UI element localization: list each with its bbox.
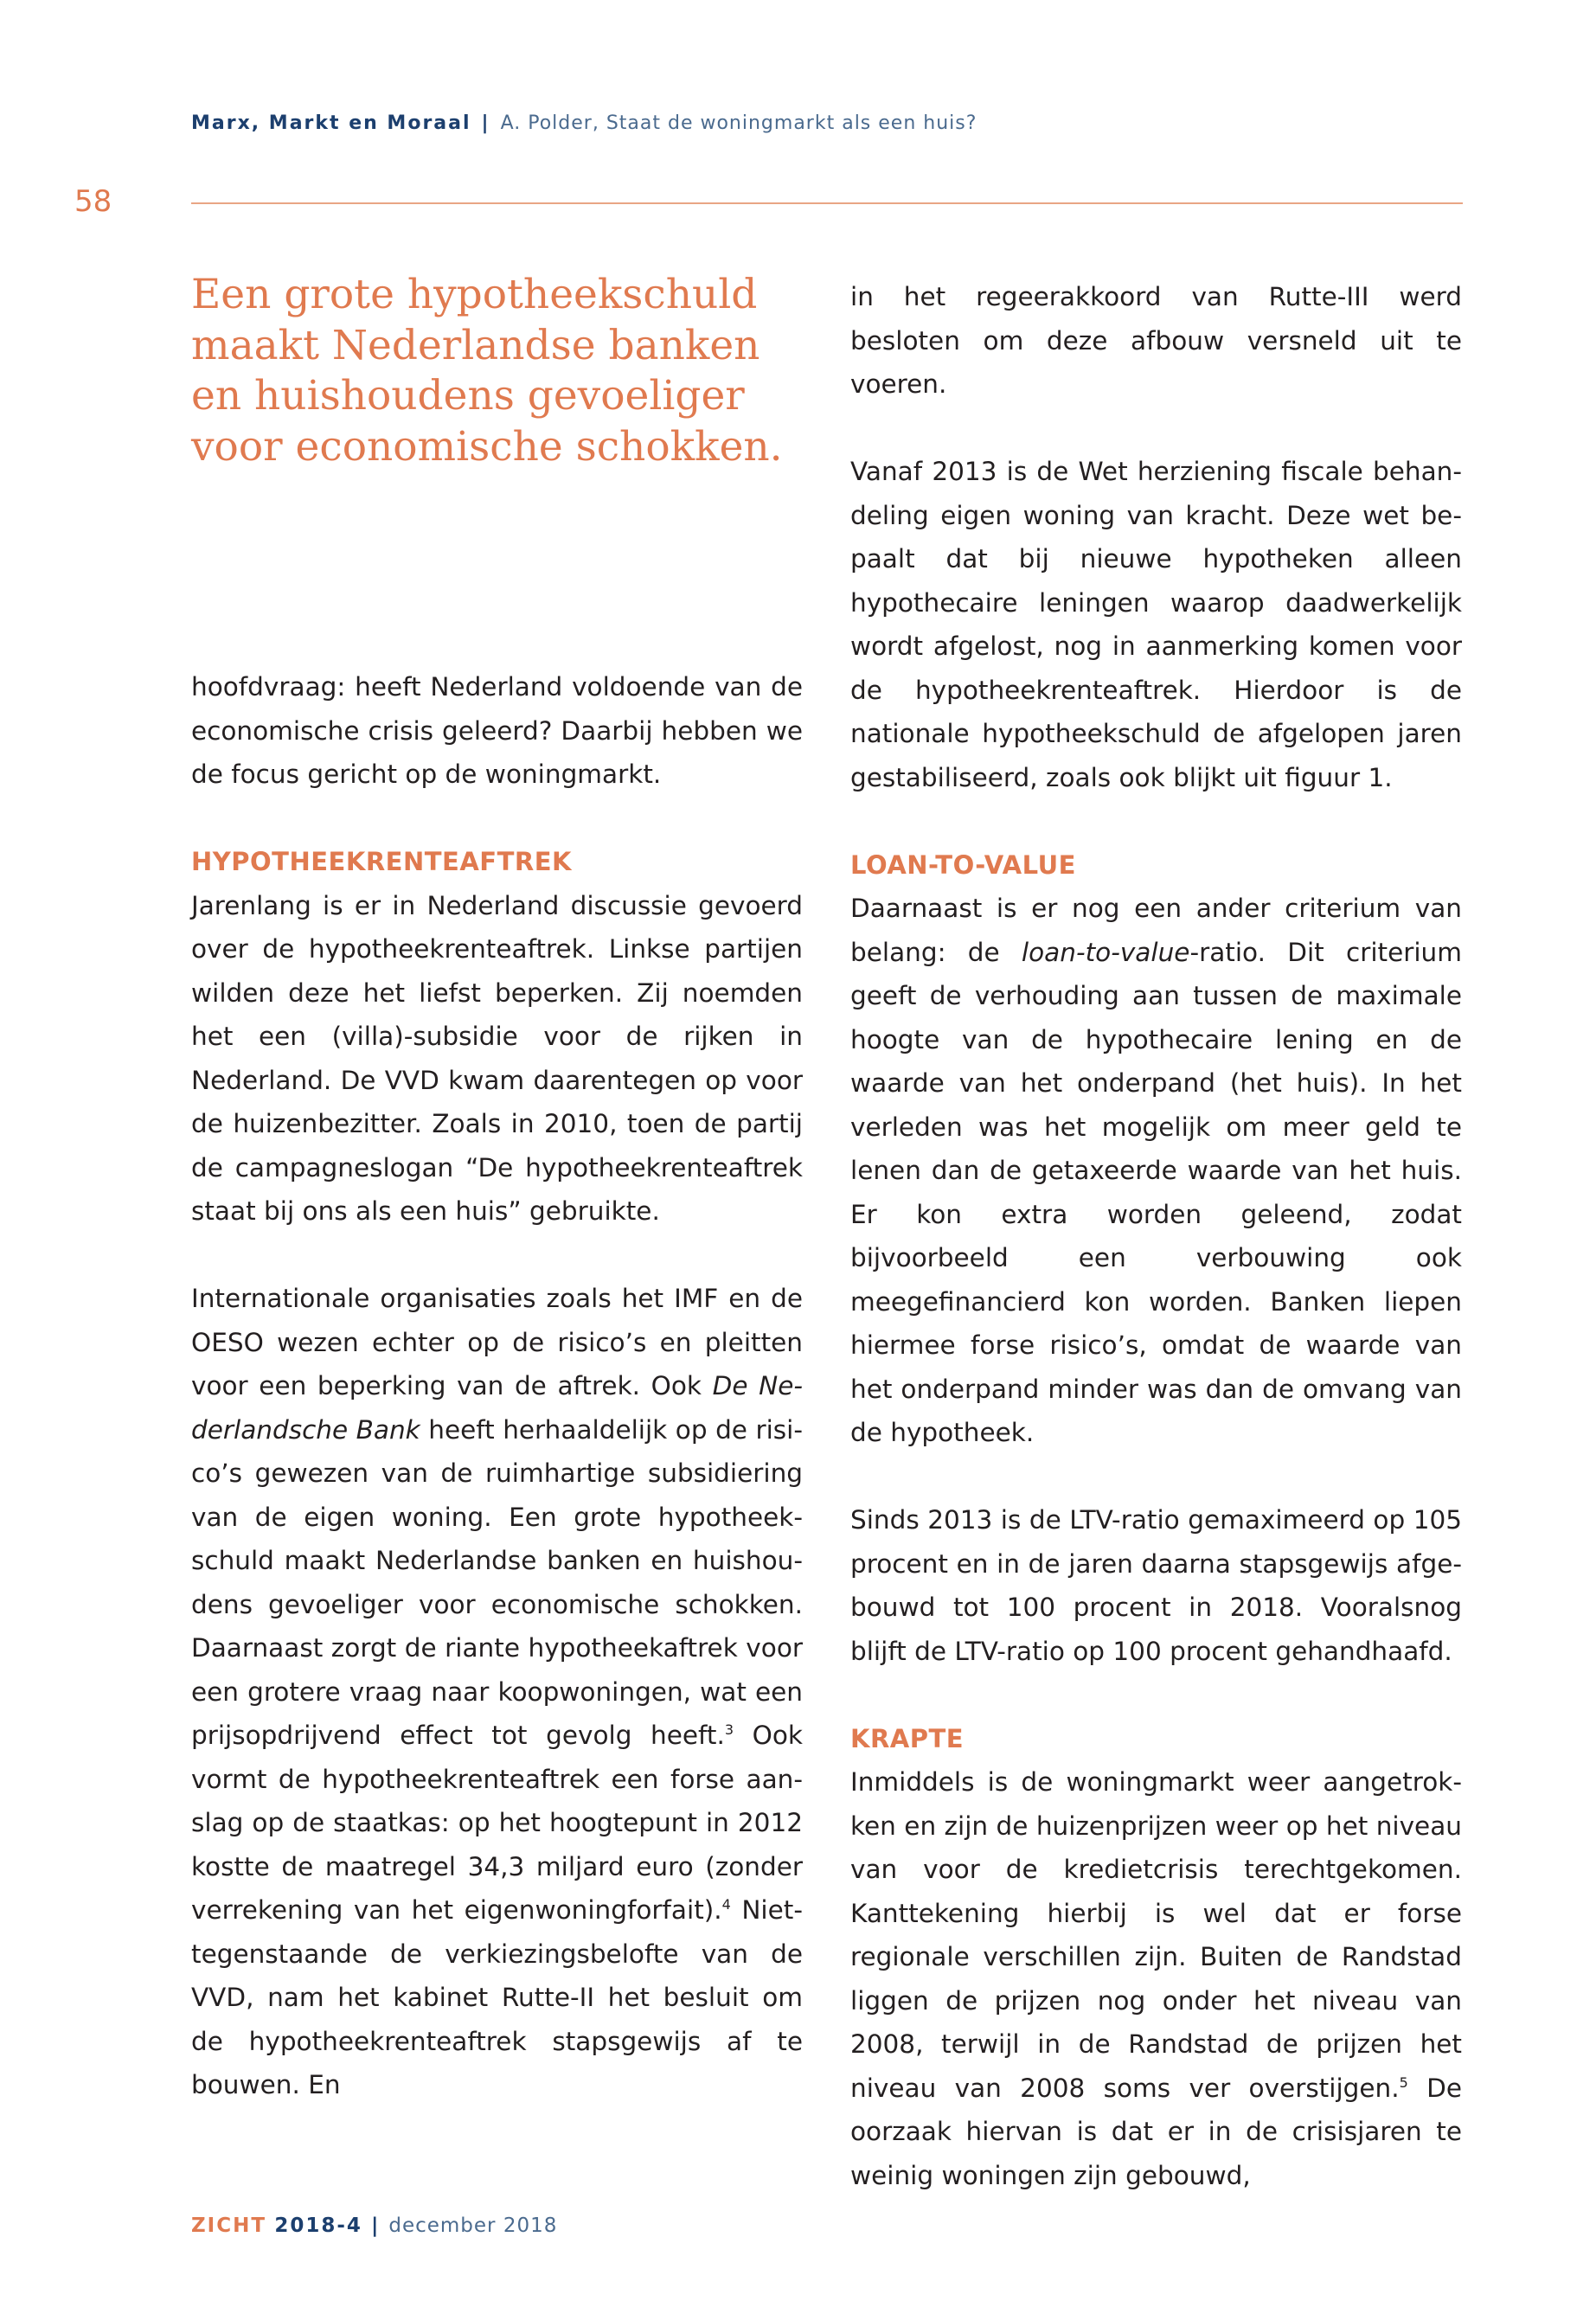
- text-run: heeft herhaaldelijk op de risico’s gewezen van de ruimhartige subsidiering van de eigen woning. Een grote hypotheekschuld maakt Nederlandse banken en huishoudens gevoeliger voor economische schokken. Daarnaast zorgt de riante hypotheekaftrek voor een grotere vraag naar koopwoningen, wat een prijsopdrijvend effect tot gevolg heeft.: [191, 1414, 804, 1750]
- header-separator: |: [481, 112, 490, 134]
- page-footer: [191, 2214, 557, 2237]
- journal-title: Marx, Markt en Moraal: [191, 112, 471, 134]
- text-run: Ook vormt de hypotheekrenteaftrek een forse aanslag op de staatkas: op het hoogtepunt in 2012 kostte de maatregel 34,3 miljard euro (zonder verrekening van het eigenwoningforfait).: [191, 1721, 804, 1925]
- text-run: Internationale organisaties zoals het IMF en de OESO wezen echter op de risico’s en pleitten voor een beperking van de aftrek. Ook: [191, 1284, 803, 1400]
- text-run: Daarnaast is er nog een ander criterium van belang: de: [850, 894, 1462, 967]
- section-heading-loan-to-value: LOAN-TO-VALUE: [850, 849, 1076, 880]
- italic-dnb: De Nederlandsche Bank: [191, 1371, 803, 1445]
- page-number: 58: [74, 184, 112, 219]
- text-run: -ratio. Dit criterium geeft de verhouding aan tussen de maximale hoogte van de hypothecaire lening en de waarde van het onderpand (het huis). In het verleden was het mogelijk om meer geld te lenen dan de getaxeerde waarde van het huis. Er kon extra worden geleend, zodat bijvoorbeeld een verbouwing ook meegefinancierd kon worden. Banken liepen hiermee forse risico’s, omdat de waarde van het onderpand minder was dan de omvang van de hypotheek.: [850, 937, 1462, 1447]
- paragraph-internationale-organisaties: [191, 1277, 803, 2107]
- header-rule: [191, 202, 1463, 204]
- issue-date: december 2018: [388, 2214, 558, 2237]
- paragraph-wet-herziening: Vanaf 2013 is de Wet herziening fiscale behandeling eigen woning van kracht. Deze wet bepaalt dat bij nieuwe hypotheken alleen hypothecaire leningen waarop daadwerkelijk wordt afgelost, nog in aanmerking komen voor de hypotheekrenteaftrek. Hierdoor is de nationale hypotheekschuld de afgelopen jaren gestabiliseerd, zoals ook blijkt uit figuur 1.: [850, 457, 1462, 792]
- section-heading-krapte: KRAPTE: [850, 1723, 965, 1753]
- paragraph-regeerakkoord: in het regeerakkoord van Rutte-III werd besloten om deze afbouw versneld uit te voeren.: [850, 282, 1462, 399]
- paragraph-ltv-ratio: Sinds 2013 is de LTV-ratio gemaximeerd op 105 procent en in de jaren daarna stapsgewijs afgebouwd tot 100 procent in 2018. Vooralsnog blijft de LTV-ratio op 100 procent gehandhaafd.: [850, 1505, 1462, 1666]
- footer-separator: |: [370, 2214, 381, 2237]
- text-run: De oorzaak hiervan is dat er in de crisisjaren te weinig woningen zijn gebouwd,: [850, 2073, 1462, 2190]
- text-run: Niettegenstaande de verkiezingsbelofte van de VVD, nam het kabinet Rutte-II het besluit om de hypotheekrenteaftrek stapsgewijs af te bouwen. En: [191, 1895, 804, 2099]
- section-heading-hypotheekrenteaftrek: HYPOTHEEKRENTEAFTREK: [191, 847, 572, 876]
- italic-loan-to-value: loan-to-value: [1021, 937, 1190, 967]
- intro-paragraph: hoofdvraag: heeft Nederland voldoende van de economische crisis geleerd? Daarbij hebben we de focus gericht op de woningmarkt.: [191, 672, 803, 789]
- paragraph-discussie: Jarenlang is er in Nederland discussie gevoerd over de hypotheekrenteaftrek. Linkse partijen wilden deze het liefst beperken. Zij noemden het een (villa)-subsidie voor de rijken in Nederland. De VVD kwam daarentegen op voor de huizenbezitter. Zoals in 2010, toen de partij de campagneslogan “De hypotheekrenteaftrek staat bij ons als een huis” gebruikte.: [191, 890, 803, 1226]
- paragraph-ltv-criterium: [850, 887, 1462, 1455]
- footnote-ref-4: 4: [721, 1896, 731, 1913]
- footnote-ref-3: 3: [724, 1721, 734, 1739]
- right-column: [850, 275, 1462, 2197]
- text-run: Inmiddels is de woningmarkt weer aangetrokken en zijn de huizenprijzen weer op het niveau van voor de kredietcrisis terechtgekomen. Kanttekening hierbij is wel dat er forse regionale verschillen zijn. Buiten de Randstad liggen de prijzen nog onder het niveau van 2008, terwijl in de Randstad de prijzen het niveau van 2008 soms ver overstijgen.: [850, 1767, 1462, 2103]
- pull-quote: Een grote hypotheekschuld maakt Nederlandse banken en huishoudens gevoeliger voor economische schokken.: [191, 271, 783, 471]
- magazine-name: ZICHT: [191, 2214, 267, 2237]
- running-header: [191, 112, 977, 134]
- issue-number: 2018-4: [274, 2214, 362, 2237]
- footnote-ref-5: 5: [1399, 2073, 1408, 2091]
- left-column: [191, 665, 803, 2107]
- article-title: A. Polder, Staat de woningmarkt als een huis?: [500, 112, 977, 134]
- paragraph-woningmarkt: [850, 1760, 1462, 2197]
